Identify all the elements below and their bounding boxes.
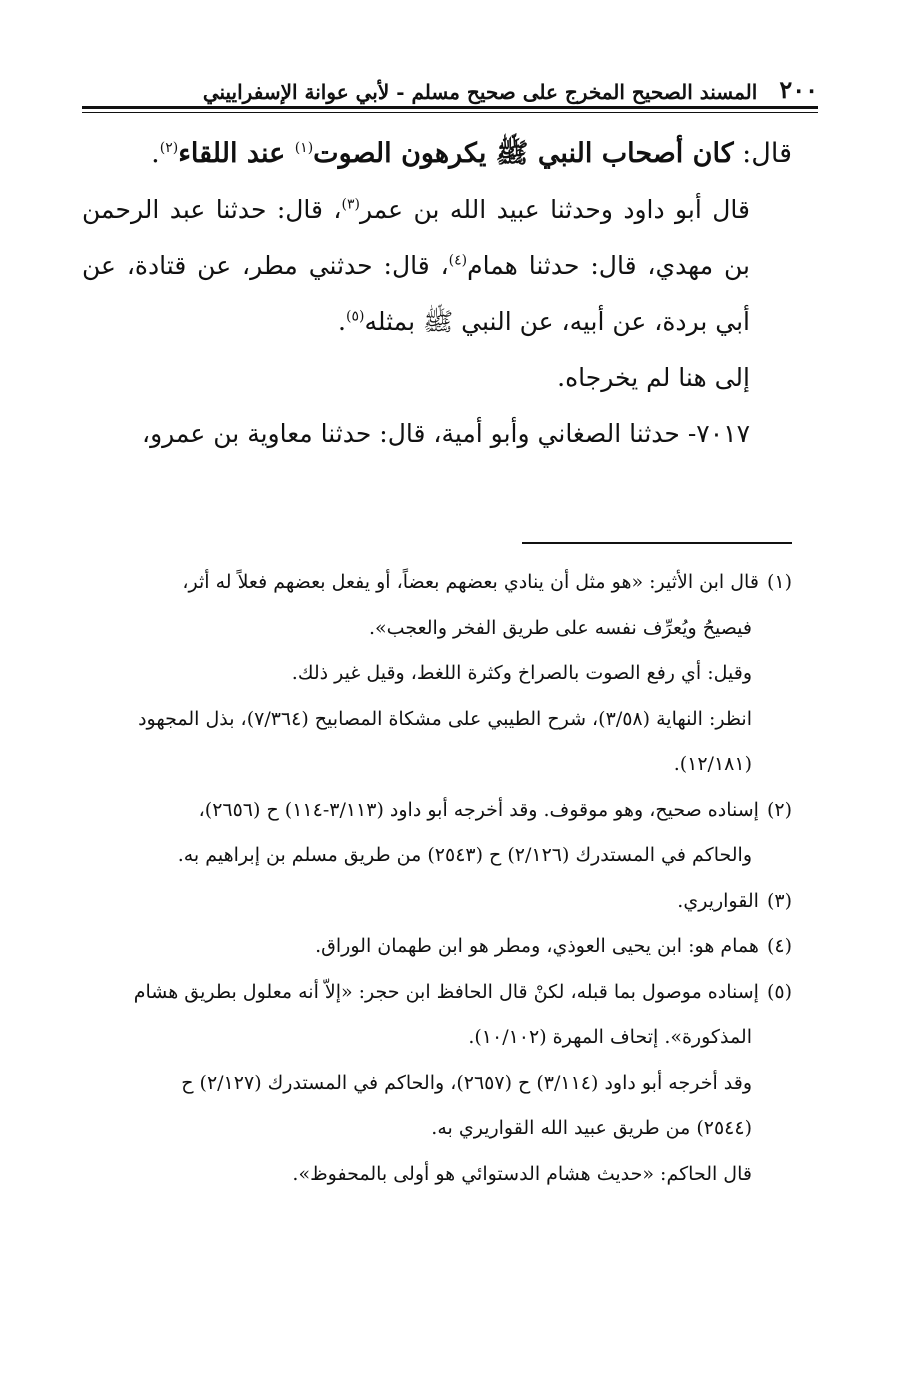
quote-bold-text: كان أصحاب النبي ﷺ يكرهون الصوت (313, 138, 734, 169)
footnote-text: همام هو: ابن يحيى العوذي، ومطر هو ابن طهمان الوراق. (315, 935, 759, 957)
isnad-text-a: قال أبو داود وحدثنا عبيد الله بن عمر (359, 195, 750, 224)
footnote-text: انظر: النهاية (٣/٥٨)، شرح الطيبي على مشكاة المصابيح (٧/٣٦٤)، بذل المجهود (138, 707, 752, 730)
footnote-text: إسناده صحيح، وهو موقوف. وقد أخرجه أبو داود (٣/١١٣-١١٤) ح (٢٦٥٦)، (198, 798, 759, 821)
footnote-text: القواريري. (677, 889, 759, 912)
footnote-text: والحاكم في المستدرك (٢/١٢٦) ح (٢٥٤٣) من طريق مسلم بن إبراهيم به. (177, 844, 752, 866)
hadith-quote-line (82, 126, 792, 182)
note-paragraph: إلى هنا لم يخرجاه. (557, 363, 750, 392)
footnote-2 (82, 788, 792, 879)
footnote-text: قال ابن الأثير: «هو مثل أن ينادي بعضهم بعضاً، أو يفعل بعضهم فعلاً له أثر، (182, 571, 759, 593)
isnad-text-c: ، قال: حدثني مطر، عن قتادة، عن أبي بردة، عن أبيه، عن النبي ﷺ بمثله (82, 251, 750, 336)
quote-prefix: قال: (733, 138, 792, 169)
footnote-ref-2[interactable]: (٢) (159, 140, 179, 156)
footnote-1 (82, 560, 792, 788)
footnote-separator (522, 542, 792, 544)
isnad-end: . (338, 307, 346, 336)
quote-end: . (151, 138, 160, 169)
footnote-text: قال الحاكم: «حديث هشام الدستوائي هو أولى بالمحفوظ». (292, 1162, 752, 1185)
hadith-7017-paragraph: ٧٠١٧- حدثنا الصغاني وأبو أمية، قال: حدثنا معاوية بن عمرو، (142, 419, 750, 448)
footnote-ref-3[interactable]: (٣) (341, 196, 360, 213)
footnote-label: (٤) (766, 935, 792, 957)
footnote-label: (٥) (766, 980, 792, 1003)
main-text (82, 126, 792, 462)
footnote-text: المذكورة». إتحاف المهرة (١٠/١٠٢). (468, 1026, 752, 1048)
page-number: ٢٠٠ (779, 75, 818, 104)
isnad-paragraph (82, 182, 792, 350)
header-rule (82, 106, 818, 109)
footnote-ref-4[interactable]: (٤) (448, 252, 468, 269)
footnote-text: (٢٥٤٤) من طريق عبيد الله القواريري به. (431, 1117, 752, 1139)
footnote-label: (١) (766, 571, 792, 593)
footnotes (82, 560, 792, 1197)
footnote-text: فيصيحُ ويُعرِّف نفسه على طريق الفخر والعجب». (369, 616, 752, 639)
footnote-5 (82, 970, 792, 1198)
footnote-text: (١٢/١٨١). (673, 753, 752, 775)
footnote-text: إسناده موصول بما قبله، لكنْ قال الحافظ ابن حجر: «إلاّ أنه معلول بطريق هشام (133, 980, 759, 1003)
running-header (82, 70, 818, 104)
footnote-text: وقيل: أي رفع الصوت بالصراخ وكثرة اللغط، وقيل غير ذلك. (291, 662, 752, 684)
footnote-ref-1[interactable]: (١) (294, 140, 314, 156)
quote-bold-text-2: عند اللقاء (178, 138, 295, 169)
footnote-text: وقد أخرجه أبو داود (٣/١١٤) ح (٢٦٥٧)، والحاكم في المستدرك (٢/١٢٧) ح (181, 1071, 752, 1094)
footnote-4 (82, 924, 792, 970)
isnad-text-b: ، قال: حدثنا عبد الرحمن بن مهدي، قال: حدثنا همام (82, 195, 750, 280)
header-rule-thin (82, 112, 818, 113)
footnote-label: (٢) (766, 798, 792, 821)
footnote-3 (82, 879, 792, 925)
footnote-ref-5[interactable]: (٥) (345, 308, 365, 325)
running-title: المسند الصحيح المخرج على صحيح مسلم - لأبي عوانة الإسفراييني (202, 80, 758, 104)
footnote-label: (٣) (766, 889, 792, 912)
